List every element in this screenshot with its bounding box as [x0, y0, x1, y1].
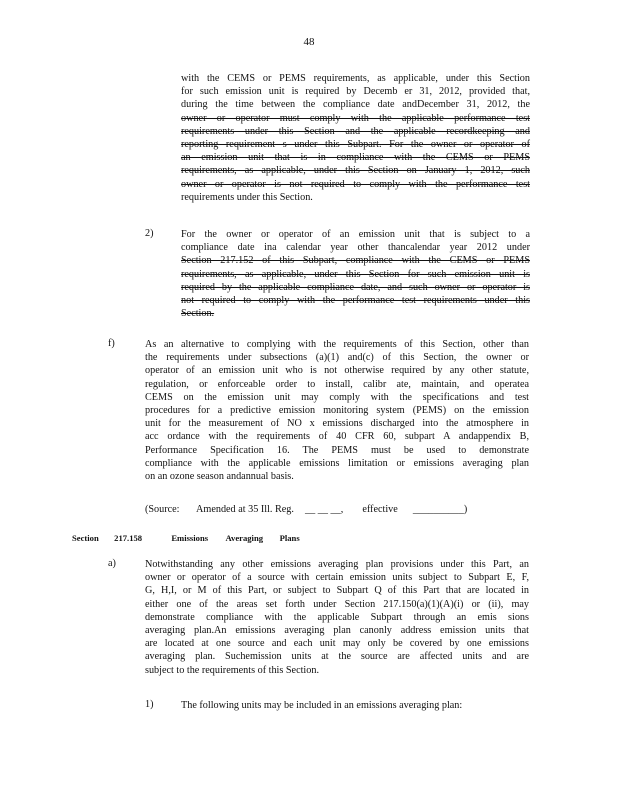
continuation-line: during the time between the compliance date andDecember 31, 2012, the [181, 99, 530, 111]
source-effective: effective [362, 504, 398, 515]
continuation-line: requirements under this Section. [181, 191, 313, 203]
continuation-line: owner or operator must comply with the applicable performance test [181, 112, 530, 124]
section-heading [72, 533, 300, 543]
item-2-line: required by the applicable compliance date, and such owner or operator is [181, 281, 530, 293]
item-f-line: operator of an emission unit who is not otherwise required by any other statute, [145, 365, 529, 377]
item-1-paragraph [181, 699, 516, 712]
item-f-line: acc ordance with the requirements of 40 CFR 60, subpart A andappendix B, [145, 431, 529, 443]
item-1-text: The following units may be included in an emissions averaging plan: [181, 700, 463, 711]
item-2-paragraph [181, 228, 530, 320]
item-a-line: averaging plan.An emissions averaging plan canonly address emission units that [145, 625, 529, 637]
item-f-line: procedures for a predictive emission monitoring system (PEMS) on the emission [145, 405, 529, 417]
item-f-marker: f) [108, 338, 115, 349]
item-f-line: As an alternative to complying with the requirements of this Section, other than [145, 339, 529, 350]
continuation-line: owner or operator is not required to comply with the performance test [181, 178, 530, 190]
section-label: Section [72, 533, 99, 543]
page-number: 48 [303, 36, 315, 48]
continuation-line: with the CEMS or PEMS requirements, as applicable, under this Section [181, 73, 530, 84]
item-a-line: are located at one source and each unit may only be covered by one emissions [145, 638, 529, 650]
source-note [145, 504, 467, 515]
continuation-line: requirements under this Section and the applicable recordkeeping and [181, 125, 530, 137]
source-prefix: (Source: [145, 504, 180, 515]
item-f-paragraph [145, 338, 529, 483]
date-blank-2: __________ [412, 504, 464, 515]
section-number: 217.158 [114, 533, 143, 543]
item-a-line: owner or operator of a source with certain emission units subject to Subpart E, F, [145, 572, 529, 584]
continuation-paragraph [181, 72, 530, 204]
source-comma: , [340, 504, 344, 515]
item-f-line: CEMS on the emission unit may comply with the specifications and test [145, 391, 529, 403]
item-a-line: G, H,I, or M of this Part, or subject to Subpart Q of this Part that are located in [145, 585, 529, 597]
item-a-paragraph [145, 558, 529, 677]
item-a-marker: a) [108, 558, 116, 569]
continuation-line: an emission unit that is in compliance with the CEMS or PEMS [181, 152, 530, 164]
item-2-line: requirements, as applicable, under this Section for such emission unit is [181, 268, 530, 280]
item-a-line: averaging plan. Suchemission units at the source are affected units and are [145, 651, 529, 663]
item-a-line: either one of the areas set forth under Section 217.150(a)(1)(A)(i) or (ii), may [145, 598, 529, 610]
item-2-line: Section 217.152 of this Subpart, compliance with the CEMS or PEMS [181, 255, 530, 267]
section-word-1: Emissions [171, 533, 209, 543]
section-word-3: Plans [279, 533, 300, 543]
date-blank-1: __ __ __ [305, 504, 341, 515]
item-2-line: Section. [181, 308, 215, 320]
item-f-line: regulation, or enforceable order to install, calibr ate, maintain, and operatea [145, 378, 529, 390]
item-f-line: Performance Specification 16. The PEMS must be used to demonstrate [145, 444, 529, 456]
source-close: ) [463, 504, 468, 515]
item-2-line: For the owner or operator of an emission unit that is subject to a [181, 229, 530, 240]
item-a-line: demonstrate compliance with the applicable Subpart through an emis sions [145, 611, 529, 623]
continuation-line: for such emission unit is required by Decemb er 31, 2012, provided that, [181, 86, 530, 98]
item-2-line: not required to comply with the performance test requirements under this [181, 295, 530, 307]
item-2-marker: 2) [145, 228, 154, 239]
source-amended: Amended at 35 Ill. Reg. [196, 504, 294, 515]
item-f-line: unit for the measurement of NO x emissions discharged into the atmosphere in [145, 418, 529, 430]
item-1-marker: 1) [145, 699, 154, 710]
item-2-line: compliance date ina calendar year other thancalendar year 2012 under [181, 242, 530, 254]
item-a-line: Notwithstanding any other emissions averaging plan provisions under this Part, an [145, 559, 529, 570]
item-a-line: subject to the requirements of this Section. [145, 664, 319, 676]
item-f-line: the requirements under subsections (a)(1) and(c) of this Section, the owner or [145, 352, 529, 364]
item-f-line: compliance with the applicable emissions limitation or emissions averaging plan [145, 457, 529, 469]
item-f-line: on an ozone season andannual basis. [145, 471, 294, 483]
section-word-2: Averaging [225, 533, 264, 543]
continuation-line: reporting requirement s under this Subpart. For the owner or operator of [181, 139, 530, 151]
continuation-line: requirements, as applicable, under this Section on January 1, 2012, such [181, 165, 530, 177]
